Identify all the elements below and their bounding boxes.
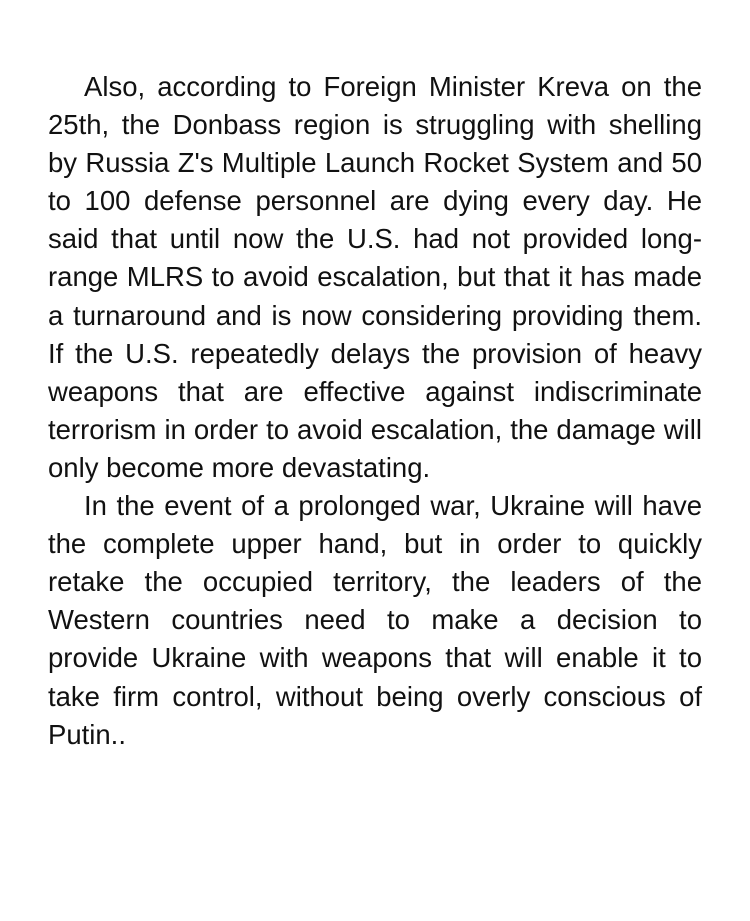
document-body — [48, 68, 702, 754]
paragraph-1: Also, according to Foreign Minister Kreva on the 25th, the Donbass region is struggling with shelling by Russia Z's Multiple Launch Rocket System and 50 to 100 defense personnel are dying every day. He said that until now the U.S. had not provided long-range MLRS to avoid escalation, but that it has made a turnaround and is now considering providing them. If the U.S. repeatedly delays the provision of heavy weapons that are effective against indiscriminate terrorism in order to avoid escalation, the damage will only become more devastating. — [48, 71, 702, 483]
paragraph-2: In the event of a prolonged war, Ukraine will have the complete upper hand, but in order to quickly retake the occupied territory, the leaders of the Western countries need to make a decision to provide Ukraine with weapons that will enable it to take firm control, without being overly conscious of Putin.. — [48, 490, 702, 750]
